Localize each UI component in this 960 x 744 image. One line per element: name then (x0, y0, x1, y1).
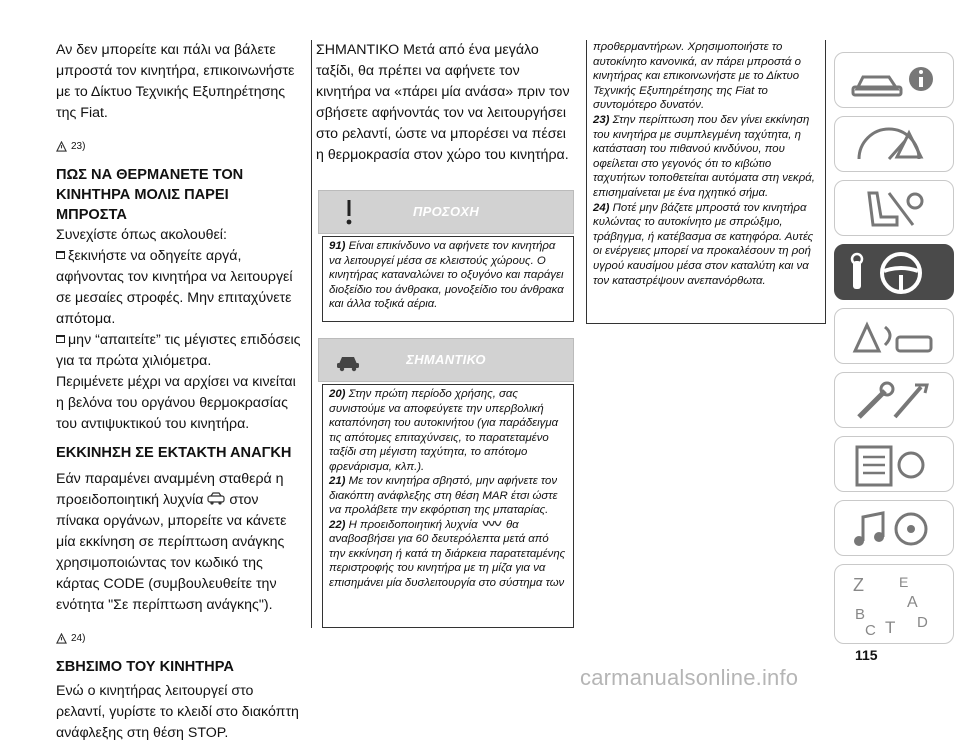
note-24: 24) Ποτέ μην βάζετε μπροστά τον κινητήρα κυλώντας το αυτοκίνητο με σπρώξιμο, τράβηγμα, ή κατέβασμα σε κατηφόρα. Αυτές οι ενέργειες μπορεί να προκαλέσουν τη ροή υγρού καυσίμου μέσα στον καταλύτη και να τον καταστρέψουν ανεπανόρθωτα. (593, 201, 814, 287)
dashboard-gauge-icon (849, 123, 939, 167)
note-title: ΣΗΜΑΝΤΙΚΟ (406, 352, 486, 367)
immobilizer-warning-light-icon (207, 492, 225, 506)
note-22: 22) Η προειδοποιητική λυχνία θα αναβοσβήσει για 60 δευτερόλεπτα μετά από την εκκίνηση ή κατά τη διάρκεια παρατεταμένης περιστροφής του κινητήρα με τη μίζα για να επισημάνει μία δυσλειτουργία στο σύστημα των (329, 518, 566, 589)
intro-paragraph: Αν δεν μπορείτε και πάλι να βάλετε μπροστά τον κινητήρα, επικοινωνήστε με το Δίκτυο Τεχνικής Εξυπηρέτησης της Fiat. (56, 42, 295, 121)
note-21: 21) Με τον κινητήρα σβηστό, μην αφήνετε τον διακόπτη ανάφλεξης στη θέση MAR έτσι ώστε να προλάβετε την εκφόρτιση της μπαταρίας. (329, 475, 558, 516)
index-letter: B (855, 606, 866, 623)
note-reference-23: 23) (56, 136, 302, 157)
technical-list-icon (849, 443, 939, 487)
index-letter: E (899, 574, 909, 590)
index-letter: A (907, 594, 918, 611)
tab-dashboard[interactable] (834, 116, 954, 172)
column-divider (311, 40, 312, 628)
bullet-icon (56, 251, 65, 259)
glow-plug-light-icon (481, 518, 503, 530)
note-23: 23) Στην περίπτωση που δεν γίνει εκκίνηση του κινητήρα με συμπλεγμένη ταχύτητα, η κατάσταση του πιθανού κινδύνου, που οφείλεται στο γεγονός ότι το κιβώτιο ταχυτήτων τοποθετείται αυτόματα στη νεκρά, επισημαίνεται με ένα ηχητικό σήμα. (593, 113, 815, 199)
wait-paragraph: Περιμένετε μέχρι να αρχίσει να κινείται η βελόνα του οργάνου θερμοκρασίας του αντιψυκτικού του κινητήρα. (56, 374, 296, 432)
warning-title: ΠΡΟΣΟΧΗ (412, 204, 480, 219)
tab-maintenance[interactable] (834, 372, 954, 428)
bullet-item: μην “απαιτείτε” τις μέγιστες επιδόσεις για τα πρώτα χιλιόμετρα. (56, 332, 301, 369)
warning-reference-icon (56, 633, 67, 644)
watermark: carmanualsonline.info (580, 665, 799, 690)
warning-reference-icon (56, 141, 67, 152)
index-letter: T (885, 618, 896, 637)
tab-index[interactable] (834, 564, 954, 644)
index-letter: C (865, 622, 876, 639)
index-letter: D (917, 614, 928, 631)
important-paragraph: ΣΗΜΑΝΤΙΚΟ Μετά από ένα μεγάλο ταξίδι, θα πρέπει να αφήνετε τον κινητήρα να «πάρει μία ανάσα» πριν τον σβήσετε αφήνοντάς τον να λειτουργήσει στο ρελαντί, ώστε να μπορέσει να πέσει η θερμοκρασία στον χώρο του κινητήρα. (316, 42, 570, 163)
safety-seat-icon (849, 187, 939, 231)
warning-triangle-icon (849, 315, 939, 359)
warning-91: 91) Είναι επικίνδυνο να αφήνετε τον κινητήρα να λειτουργεί μέσα σε κλειστούς χώρους. Ο κινητήρας καταναλώνει το οξυγόνο και παράγει διοξείδιο του άνθρακα, μονοξείδιο του άνθρακα και άλλα τοξικά αέρια. (329, 240, 564, 310)
tab-car-info[interactable] (834, 52, 954, 108)
note-20: 20) Στην πρώτη περίοδο χρήσης, σας συνιστούμε να αποφεύγετε την υπερβολική καταπόνηση του αυτοκινήτου (για παράδειγμα τις απότομες επιταχύνσεις, το παρατεταμένο ταξίδι στη μέγιστη ταχύτητα, το απότομο φρενάρισμα, κλπ.). (329, 388, 559, 473)
middle-column (316, 40, 574, 166)
tab-warnings[interactable] (834, 308, 954, 364)
page-number: 115 (855, 647, 878, 663)
warning-box (322, 236, 574, 322)
heading-warm-up-engine: ΠΩΣ ΝΑ ΘΕΡΜΑΝΕΤΕ ΤΟΝ ΚΙΝΗΤΗΡΑ ΜΟΛΙΣ ΠΑΡΕΙ ΜΠΡΟΣΤΑ (56, 167, 244, 223)
right-column-notes (586, 40, 826, 324)
index-letter: Z (853, 575, 864, 595)
note-reference-24: 24) (56, 628, 302, 649)
index-letters-icon (849, 571, 939, 641)
warning-banner (318, 190, 574, 234)
preheater-text: προθερμαντήρων. Χρησιμοποιήστε το αυτοκίνητο κανονικά, αν πάρει μπροστά ο κινητήρας και επικοινωνήστε με το Δίκτυο Τεχνικής Εξυπηρέτησης της Fiat το συντομότερο δυνατόν. (593, 41, 801, 112)
note-box (322, 384, 574, 628)
engine-stop-paragraph: Ενώ ο κινητήρας λειτουργεί στο ρελαντί, γυρίστε το κλειδί στο διακόπτη ανάφλεξης στη θέση STOP. (56, 683, 299, 741)
steering-wheel-key-icon (849, 251, 939, 295)
tab-multimedia[interactable] (834, 500, 954, 556)
car-info-icon (849, 59, 939, 103)
bullet-icon (56, 335, 65, 343)
heading-emergency-start: ΕΚΚΙΝΗΣΗ ΣΕ ΕΚΤΑΚΤΗ ΑΝΑΓΚΗ (56, 445, 292, 461)
tab-technical-data[interactable] (834, 436, 954, 492)
wrench-tools-icon (849, 379, 939, 423)
continue-paragraph: Συνεχίστε όπως ακολουθεί: (56, 227, 227, 243)
bullet-item: ξεκινήστε να οδηγείτε αργά, αφήνοντας τον κινητήρα να λειτουργεί σε μεσαίες στροφές. Μην επιταχύνετε απότομα. (56, 248, 293, 327)
note-banner (318, 338, 574, 382)
tab-starting-driving[interactable] (834, 244, 954, 300)
tab-safety[interactable] (834, 180, 954, 236)
multimedia-icon (849, 507, 939, 551)
emergency-paragraph: Εάν παραμένει αναμμένη σταθερά η προειδοποιητική λυχνία στον πίνακα οργάνων, μπορείτε να κάνετε μία εκκίνηση σε περίπτωση ανάγκης χρησιμοποιώντας τον κωδικό της κάρτας CODE (συμβουλευθείτε την ενότητα "Σε περίπτωση ανάγκης"). (56, 471, 287, 613)
heading-engine-stop: ΣΒΗΣΙΜΟ ΤΟΥ ΚΙΝΗΤΗΡΑ (56, 659, 234, 675)
left-column (56, 40, 302, 744)
